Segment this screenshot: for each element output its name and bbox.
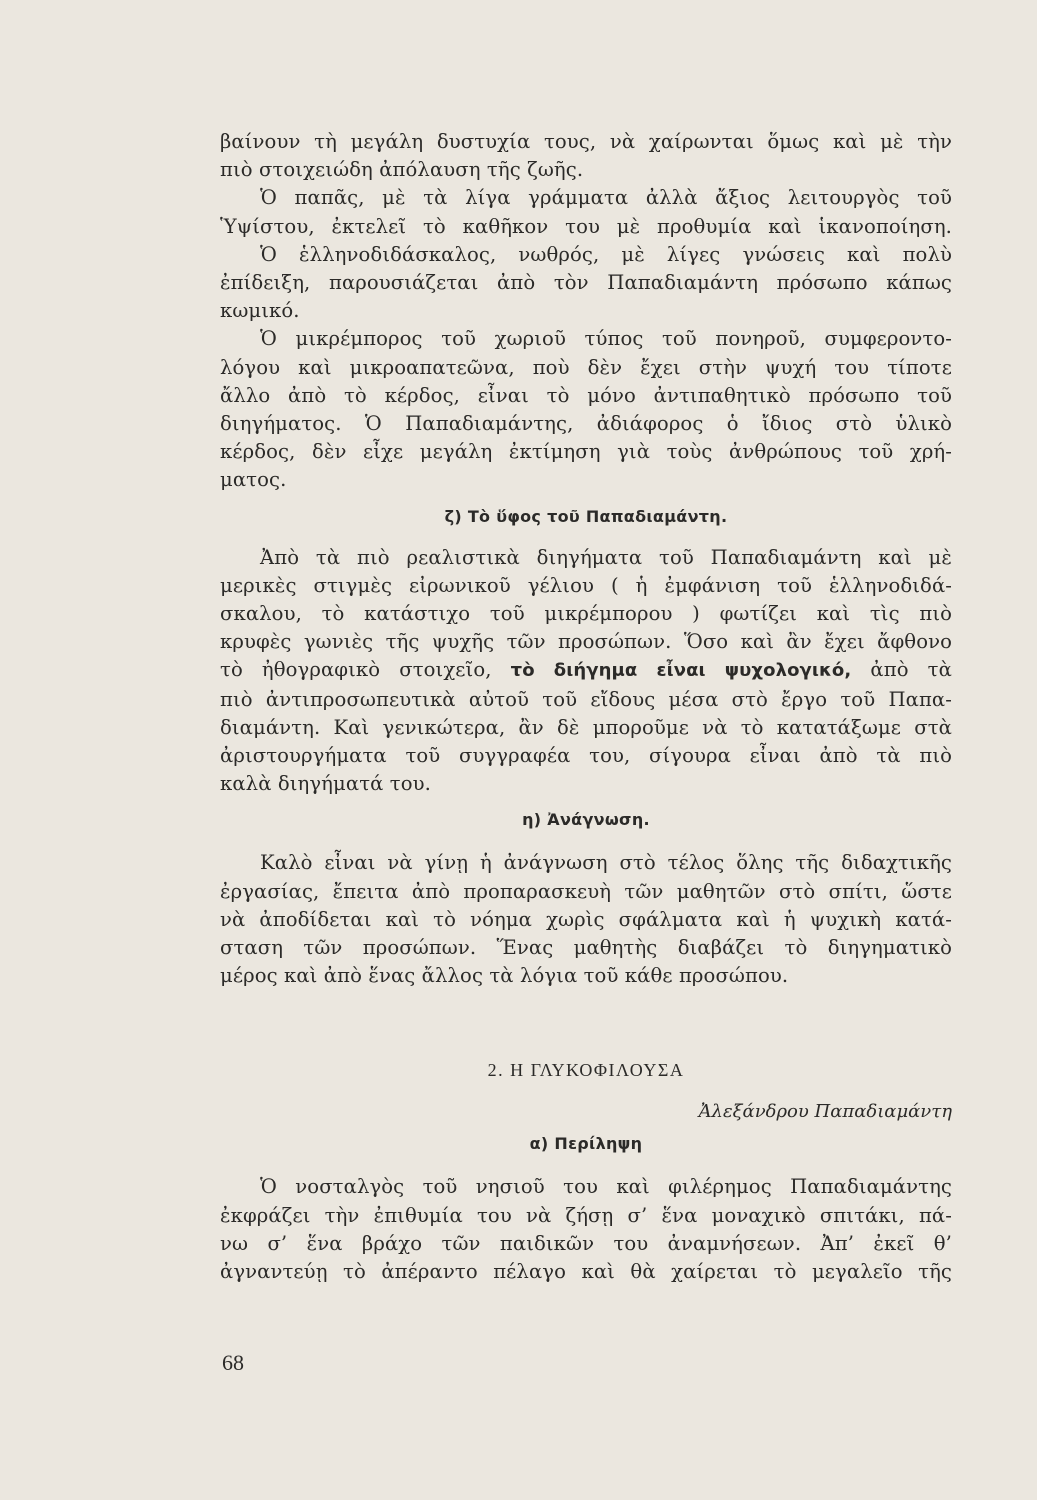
text-line: ἐργασίας, ἔπειτα ἀπὸ προπαρασκευὴ τῶν μαθητῶν στὸ σπίτι, ὥστε [220, 879, 952, 903]
text-line: ἀριστουργήματα τοῦ συγγραφέα του, σίγουρα εἶναι ἀπὸ τὰ πιὸ [220, 744, 952, 768]
text-line: πιὸ ἀντιπροσωπευτικὰ αὐτοῦ τοῦ εἴδους μέσα στὸ ἔργο τοῦ Παπα- [220, 687, 952, 711]
text-line: Καλὸ εἶναι νὰ γίνῃ ἡ ἀνάγνωση στὸ τέλος ὅλης τῆς διδαχτικῆς [260, 851, 952, 875]
text-line: νὰ ἀποδίδεται καὶ τὸ νόημα χωρὶς σφάλματα καὶ ἡ ψυχικὴ κατά- [220, 907, 952, 931]
paragraph-merchant [220, 325, 952, 494]
text-fragment: ἀπὸ τὰ [870, 658, 952, 682]
text-line: καλὰ διηγήματά του. [220, 772, 431, 796]
paragraph-teacher [220, 241, 952, 326]
paragraph-priest [220, 184, 952, 240]
text-line: μέρος καὶ ἀπὸ ἕνας ἄλλος τὰ λόγια τοῦ κάθε προσώπου. [220, 964, 789, 988]
text-line: Ὁ ἑλληνοδιδάσκαλος, νωθρός, μὲ λίγες γνώσεις καὶ πολὺ [260, 242, 952, 266]
text-line: κωμικό. [220, 299, 300, 323]
paragraph-summary [220, 1173, 952, 1286]
text-line: Ὁ παπᾶς, μὲ τὰ λίγα γράμματα ἀλλὰ ἄξιος λειτουργὸς τοῦ [260, 186, 952, 210]
text-line: Ὑψίστου, ἐκτελεῖ τὸ καθῆκον του μὲ προθυμία καὶ ἱκανοποίηση. [220, 214, 952, 238]
text-line: διηγήματος. Ὁ Παπαδιαμάντης, ἀδιάφορος ὁ ἴδιος στὸ ὑλικὸ [220, 412, 952, 436]
author-name: Ἀλεξάνδρου Παπαδιαμάντη [698, 1101, 952, 1123]
text-line: ἐκφράζει τὴν ἐπιθυμία του νὰ ζήσῃ σ’ ἕνα μοναχικὸ σπιτάκι, πά- [220, 1203, 952, 1227]
section-heading-summary: α) Περίληψη [529, 1134, 643, 1154]
text-line [220, 656, 952, 685]
text-line: Ὁ μικρέμπορος τοῦ χωριοῦ τύπος τοῦ πονηροῦ, συμφεροντο- [260, 327, 952, 351]
emphasis-text: τὸ διήγημα εἶναι ψυχολογικό, [510, 660, 852, 682]
text-line: πιὸ στοιχειώδη ἀπόλαυση τῆς ζωῆς. [220, 158, 584, 182]
text-line: ἐπίδειξη, παρουσιάζεται ἀπὸ τὸν Παπαδιαμάντη πρόσωπο κάπως [220, 271, 952, 295]
text-line: λόγου καὶ μικροαπατεῶνα, ποὺ δὲν ἔχει στὴν ψυχή του τίποτε [220, 355, 952, 379]
text-line: διαμάντη. Καὶ γενικώτερα, ἂν δὲ μποροῦμε νὰ τὸ κατατάξωμε στὰ [220, 715, 952, 739]
text-line: Ὁ νοσταλγὸς τοῦ νησιοῦ του καὶ φιλέρημος Παπαδιαμάντης [260, 1175, 952, 1199]
text-line: βαίνουν τὴ μεγάλη δυστυχία τους, νὰ χαίρωνται ὅμως καὶ μὲ τὴν [220, 130, 952, 153]
section-heading-reading: η) Ἀνάγνωση. [522, 810, 650, 830]
chapter-title: 2. Η ΓΛΥΚΟΦΙΛΟΥΣΑ [487, 1060, 685, 1081]
page-number: 68 [222, 1350, 244, 1375]
text-line: νω σ’ ἕνα βράχο τῶν παιδικῶν του ἀναμνήσεων. Ἀπ’ ἐκεῖ θ’ [220, 1231, 952, 1255]
text-line: κέρδος, δὲν εἶχε μεγάλη ἐκτίμηση γιὰ τοὺς ἀνθρώπους τοῦ χρή- [220, 440, 952, 464]
page-body [220, 128, 952, 1286]
text-line: ἄλλο ἀπὸ τὸ κέρδος, εἶναι τὸ μόνο ἀντιπαθητικὸ πρόσωπο τοῦ [220, 383, 952, 407]
text-line: κρυφὲς γωνιὲς τῆς ψυχῆς τῶν προσώπων. Ὅσο καὶ ἂν ἔχει ἄφθονο [220, 630, 952, 654]
text-line: μερικὲς στιγμὲς εἰρωνικοῦ γέλιου ( ἡ ἐμφάνιση τοῦ ἑλληνοδιδά- [220, 573, 952, 597]
text-line: ματος. [220, 468, 287, 492]
paragraph-style [220, 544, 952, 799]
text-fragment: τὸ ἠθογραφικὸ στοιχεῖο, [220, 658, 492, 682]
text-line: σκαλου, τὸ κατάστιχο τοῦ μικρέμπορου ) φωτίζει καὶ τὶς πιὸ [220, 602, 952, 626]
text-line: ἀγναντεύῃ τὸ ἀπέραντο πέλαγο καὶ θὰ χαίρεται τὸ μεγαλεῖο τῆς [220, 1260, 952, 1284]
section-heading-style: ζ) Τὸ ὕφος τοῦ Παπαδιαμάντη. [444, 506, 728, 526]
paragraph-reading [220, 849, 952, 990]
paragraph-continued [220, 128, 952, 184]
text-line: σταση τῶν προσώπων. Ἕνας μαθητὴς διαβάζει τὸ διηγηματικὸ [220, 936, 952, 960]
text-line: Ἀπὸ τὰ πιὸ ρεαλιστικὰ διηγήματα τοῦ Παπαδιαμάντη καὶ μὲ [260, 545, 952, 569]
